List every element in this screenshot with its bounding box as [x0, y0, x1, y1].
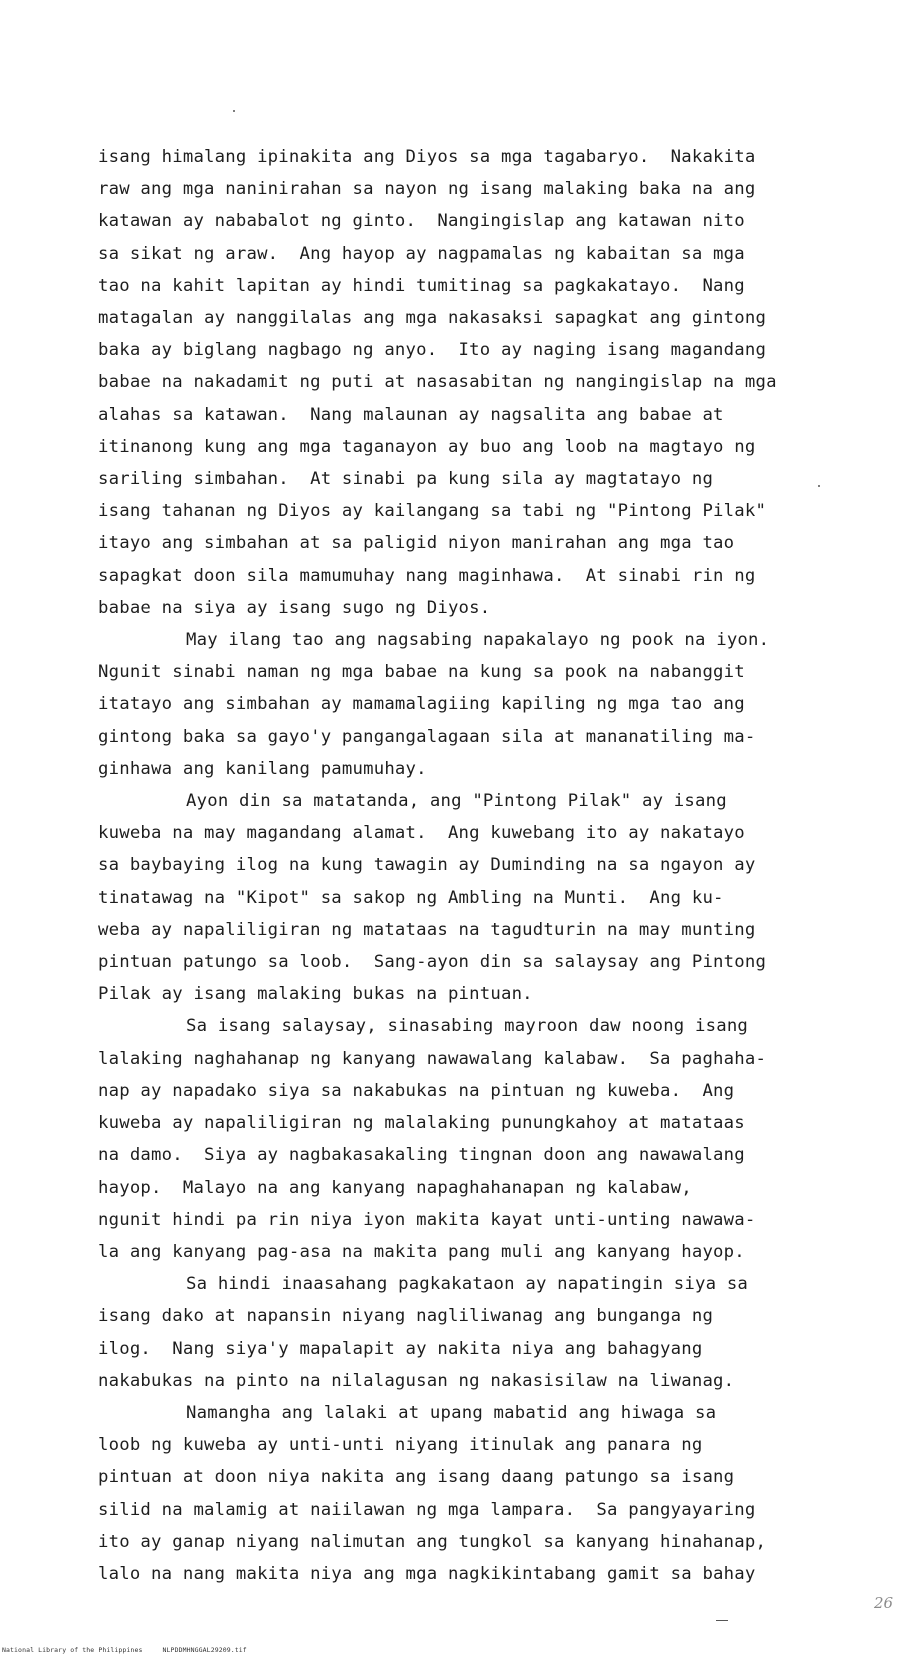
text-line: itinanong kung ang mga taganayon ay buo ang loob na magtayo ng	[98, 436, 756, 457]
text-line: Ngunit sinabi naman ng mga babae na kung sa pook na nabanggit	[98, 662, 745, 683]
text-line: lalo na nang makita niya ang mga nagkikintabang gamit sa bahay	[98, 1563, 756, 1584]
text-line: ilog. Nang siya'y mapalapit ay nakita niya ang bahagyang	[98, 1338, 703, 1359]
text-line: ngunit hindi pa rin niya iyon makita kayat unti-unting nawawa-	[98, 1209, 756, 1230]
text-line: ito ay ganap niyang nalimutan ang tungkol sa kanyang hinahanap,	[98, 1531, 767, 1552]
text-line: silid na malamig at naiilawan ng mga lampara. Sa pangyayaring	[98, 1499, 756, 1520]
text-line: isang tahanan ng Diyos ay kailangang sa tabi ng "Pintong Pilak"	[98, 501, 767, 522]
text-line: babae na nakadamit ng puti at nasasabitan ng nangingislap na mga	[98, 372, 777, 393]
text-line: sariling simbahan. At sinabi pa kung sila ay magtatayo ng	[98, 469, 714, 490]
text-line: matagalan ay nanggilalas ang mga nakasaksi sapagkat ang gintong	[98, 308, 767, 329]
text-line: isang dako at napansin niyang nagliliwanag ang bunganga ng	[98, 1306, 714, 1327]
text-line: itayo ang simbahan at sa paligid niyon manirahan ang mga tao	[98, 533, 735, 554]
text-line: kuweba na may magandang alamat. Ang kuwebang ito ay nakatayo	[98, 823, 745, 844]
text-line: kuweba ay napaliligiran ng malalaking punungkahoy at matataas	[98, 1113, 745, 1134]
text-line: weba ay napaliligiran ng matataas na tagudturin na may munting	[98, 919, 756, 940]
text-line: nakabukas na pinto na nilalagusan ng nakasisilaw na liwanag.	[98, 1370, 735, 1391]
scan-mark	[716, 1620, 728, 1621]
text-line: lalaking naghahanap ng kanyang nawawalang kalabaw. Sa paghaha-	[98, 1048, 767, 1069]
text-line: sa baybaying ilog na kung tawagin ay Duminding na sa ngayon ay	[98, 855, 756, 876]
text-line: sapagkat doon sila mamumuhay nang maginhawa. At sinabi rin ng	[98, 565, 756, 586]
text-line: Pilak ay isang malaking bukas na pintuan.	[98, 984, 533, 1005]
text-line: tinatawag na "Kipot" sa sakop ng Ambling na Munti. Ang ku-	[98, 887, 724, 908]
text-line: alahas sa katawan. Nang malaunan ay nagsalita ang babae at	[98, 404, 724, 425]
text-line: pintuan at doon niya nakita ang isang daang patungo sa isang	[98, 1467, 735, 1488]
text-line: na damo. Siya ay nagbakasakaling tingnan doon ang nawawalang	[98, 1145, 745, 1166]
body-text	[98, 141, 858, 1590]
archive-footer: National Library of the Philippines NLPDDMHNGGAL29209.tif	[2, 1646, 247, 1654]
text-line: sa sikat ng araw. Ang hayop ay nagpamalas ng kabaitan sa mga	[98, 243, 745, 264]
text-line: la ang kanyang pag-asa na makita pang muli ang kanyang hayop.	[98, 1241, 745, 1262]
scan-speck	[233, 110, 235, 112]
text-line: pintuan patungo sa loob. Sang-ayon din sa salaysay ang Pintong	[98, 952, 767, 973]
text-line: babae na siya ay isang sugo ng Diyos.	[98, 597, 491, 618]
text-line: nap ay napadako siya sa nakabukas na pintuan ng kuweba. Ang	[98, 1080, 735, 1101]
text-line: gintong baka sa gayo'y pangangalagaan sila at mananatiling ma-	[98, 726, 756, 747]
text-line: Sa hindi inaasahang pagkakataon ay napatingin siya sa	[186, 1274, 749, 1295]
text-line: Sa isang salaysay, sinasabing mayroon daw noong isang	[186, 1016, 749, 1037]
text-line: May ilang tao ang nagsabing napakalayo ng pook na iyon.	[186, 630, 770, 651]
text-line: ginhawa ang kanilang pamumuhay.	[98, 758, 427, 779]
text-line: isang himalang ipinakita ang Diyos sa mga tagabaryo. Nakakita	[98, 147, 756, 167]
text-line: Namangha ang lalaki at upang mabatid ang hiwaga sa	[186, 1402, 717, 1423]
text-line: raw ang mga naninirahan sa nayon ng isang malaking baka na ang	[98, 179, 756, 200]
page-number: 26	[874, 1594, 894, 1612]
text-line: Ayon din sa matatanda, ang "Pintong Pilak" ay isang	[186, 791, 727, 812]
text-line: katawan ay nababalot ng ginto. Nangingislap ang katawan nito	[98, 211, 745, 232]
text-line: hayop. Malayo na ang kanyang napaghahanapan ng kalabaw,	[98, 1177, 692, 1198]
text-line: tao na kahit lapitan ay hindi tumitinag sa pagkakatayo. Nang	[98, 275, 745, 296]
text-line: baka ay biglang nagbago ng anyo. Ito ay naging isang magandang	[98, 340, 767, 361]
text-line: loob ng kuweba ay unti-unti niyang itinulak ang panara ng	[98, 1435, 703, 1456]
text-line: itatayo ang simbahan ay mamamalagiing kapiling ng mga tao ang	[98, 694, 745, 715]
